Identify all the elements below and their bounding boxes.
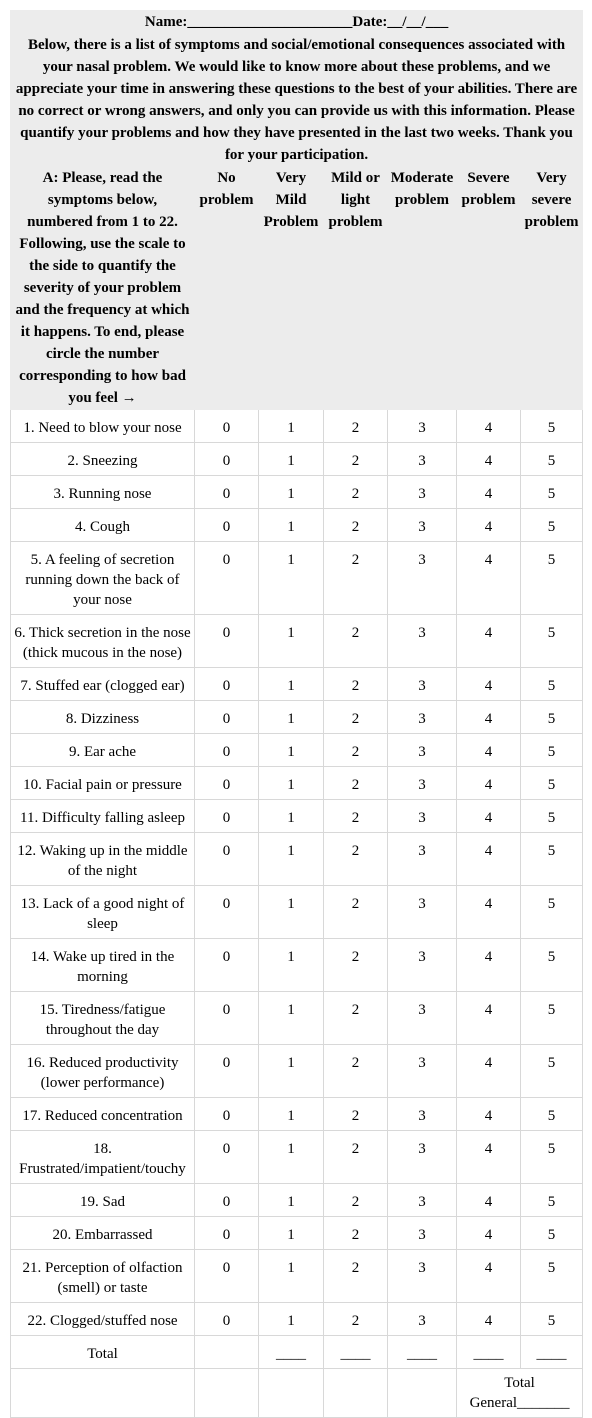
scale-header: Very severe problem xyxy=(521,167,583,410)
score-option[interactable]: 5 xyxy=(521,939,583,992)
empty-cell xyxy=(195,1336,259,1369)
empty-cell xyxy=(11,1369,195,1418)
scale-header: Very Mild Problem xyxy=(259,167,324,410)
score-option[interactable]: 5 xyxy=(521,1217,583,1250)
score-option[interactable]: 0 xyxy=(195,1098,259,1131)
score-option[interactable]: 2 xyxy=(324,886,388,939)
score-option[interactable]: 4 xyxy=(457,1045,521,1098)
score-option[interactable]: 5 xyxy=(521,886,583,939)
total-label: Total xyxy=(11,1336,195,1369)
score-option[interactable]: 3 xyxy=(388,1045,457,1098)
score-option[interactable]: 2 xyxy=(324,1303,388,1336)
score-option[interactable]: 1 xyxy=(259,410,324,443)
table-row xyxy=(11,1184,583,1217)
score-option[interactable]: 5 xyxy=(521,509,583,542)
table-row xyxy=(11,734,583,767)
score-option[interactable]: 4 xyxy=(457,886,521,939)
score-option[interactable]: 3 xyxy=(388,992,457,1045)
total-general-cell xyxy=(457,1369,583,1418)
score-option[interactable]: 2 xyxy=(324,668,388,701)
score-option[interactable]: 3 xyxy=(388,1184,457,1217)
symptom-label: 11. Difficulty falling asleep xyxy=(11,800,195,833)
score-option[interactable]: 4 xyxy=(457,443,521,476)
table-row xyxy=(11,443,583,476)
score-option[interactable]: 1 xyxy=(259,1098,324,1131)
score-option[interactable]: 4 xyxy=(457,800,521,833)
score-option[interactable]: 1 xyxy=(259,767,324,800)
score-option[interactable]: 2 xyxy=(324,1045,388,1098)
score-option[interactable]: 1 xyxy=(259,476,324,509)
score-option[interactable]: 5 xyxy=(521,800,583,833)
score-option[interactable]: 1 xyxy=(259,1303,324,1336)
score-option[interactable]: 2 xyxy=(324,476,388,509)
score-option[interactable]: 2 xyxy=(324,542,388,615)
total-general-label: Total General xyxy=(469,1375,535,1411)
score-option[interactable]: 4 xyxy=(457,410,521,443)
table-row xyxy=(11,701,583,734)
symptom-label: 21. Perception of olfaction (smell) or taste xyxy=(11,1250,195,1303)
score-option[interactable]: 0 xyxy=(195,410,259,443)
scale-header: Moderate problem xyxy=(388,167,457,410)
table-row xyxy=(11,542,583,615)
score-option[interactable]: 5 xyxy=(521,734,583,767)
table-row xyxy=(11,1131,583,1184)
score-option[interactable]: 4 xyxy=(457,476,521,509)
table-row xyxy=(11,1098,583,1131)
table-row xyxy=(11,509,583,542)
score-option[interactable]: 5 xyxy=(521,1250,583,1303)
symptom-label: 1. Need to blow your nose xyxy=(11,410,195,443)
score-option[interactable]: 2 xyxy=(324,1217,388,1250)
score-option[interactable]: 4 xyxy=(457,668,521,701)
score-option[interactable]: 2 xyxy=(324,615,388,668)
symptom-label: 3. Running nose xyxy=(11,476,195,509)
score-option[interactable]: 1 xyxy=(259,1184,324,1217)
score-option[interactable]: 1 xyxy=(259,1250,324,1303)
symptom-label: 19. Sad xyxy=(11,1184,195,1217)
empty-cell xyxy=(195,1369,259,1418)
scale-header: No problem xyxy=(195,167,259,410)
score-option[interactable]: 5 xyxy=(521,542,583,615)
score-option[interactable]: 3 xyxy=(388,410,457,443)
score-option[interactable]: 3 xyxy=(388,476,457,509)
score-option[interactable]: 0 xyxy=(195,939,259,992)
score-option[interactable]: 4 xyxy=(457,1131,521,1184)
score-option[interactable]: 2 xyxy=(324,1250,388,1303)
score-option[interactable]: 2 xyxy=(324,833,388,886)
score-option[interactable]: 4 xyxy=(457,542,521,615)
questionnaire-table xyxy=(10,10,583,1418)
symptom-label: 13. Lack of a good night of sleep xyxy=(11,886,195,939)
table-row xyxy=(11,1217,583,1250)
symptom-label: 5. A feeling of secretion running down the back of your nose xyxy=(11,542,195,615)
symptom-label: 12. Waking up in the middle of the night xyxy=(11,833,195,886)
score-option[interactable]: 2 xyxy=(324,1184,388,1217)
score-option[interactable]: 5 xyxy=(521,1131,583,1184)
score-option[interactable]: 2 xyxy=(324,701,388,734)
symptom-label: 8. Dizziness xyxy=(11,701,195,734)
symptom-label: 9. Ear ache xyxy=(11,734,195,767)
score-option[interactable]: 0 xyxy=(195,615,259,668)
score-option[interactable]: 5 xyxy=(521,833,583,886)
empty-cell xyxy=(259,1369,324,1418)
score-option[interactable]: 1 xyxy=(259,615,324,668)
total-field[interactable]: ____ xyxy=(388,1336,457,1369)
score-option[interactable]: 4 xyxy=(457,734,521,767)
table-row xyxy=(11,939,583,992)
score-option[interactable]: 3 xyxy=(388,615,457,668)
total-field[interactable]: ____ xyxy=(324,1336,388,1369)
score-option[interactable]: 2 xyxy=(324,992,388,1045)
scale-header: Severe problem xyxy=(457,167,521,410)
score-option[interactable]: 0 xyxy=(195,833,259,886)
score-option[interactable]: 1 xyxy=(259,939,324,992)
total-row xyxy=(11,1336,583,1369)
form-title-row xyxy=(11,11,583,34)
score-option[interactable]: 1 xyxy=(259,668,324,701)
scale-header: Mild or light problem xyxy=(324,167,388,410)
score-option[interactable]: 4 xyxy=(457,1184,521,1217)
score-option[interactable]: 1 xyxy=(259,542,324,615)
score-option[interactable]: 0 xyxy=(195,1250,259,1303)
table-row xyxy=(11,992,583,1045)
score-option[interactable]: 5 xyxy=(521,992,583,1045)
score-option[interactable]: 5 xyxy=(521,443,583,476)
score-option[interactable]: 4 xyxy=(457,939,521,992)
score-option[interactable]: 1 xyxy=(259,443,324,476)
score-option[interactable]: 1 xyxy=(259,800,324,833)
table-row xyxy=(11,767,583,800)
score-option[interactable]: 2 xyxy=(324,1131,388,1184)
total-general-row xyxy=(11,1369,583,1418)
score-option[interactable]: 0 xyxy=(195,992,259,1045)
score-option[interactable]: 3 xyxy=(388,542,457,615)
table-row xyxy=(11,615,583,668)
score-option[interactable]: 0 xyxy=(195,1303,259,1336)
symptom-label: 6. Thick secretion in the nose (thick mucous in the nose) xyxy=(11,615,195,668)
score-option[interactable]: 2 xyxy=(324,767,388,800)
score-option[interactable]: 4 xyxy=(457,833,521,886)
score-option[interactable]: 2 xyxy=(324,939,388,992)
score-option[interactable]: 3 xyxy=(388,833,457,886)
score-option[interactable]: 2 xyxy=(324,1098,388,1131)
symptom-label: 2. Sneezing xyxy=(11,443,195,476)
score-option[interactable]: 3 xyxy=(388,509,457,542)
table-row xyxy=(11,1250,583,1303)
score-option[interactable]: 0 xyxy=(195,701,259,734)
score-option[interactable]: 1 xyxy=(259,734,324,767)
score-option[interactable]: 2 xyxy=(324,509,388,542)
score-option[interactable]: 5 xyxy=(521,767,583,800)
score-option[interactable]: 0 xyxy=(195,542,259,615)
table-row xyxy=(11,1303,583,1336)
intro-text: Below, there is a list of symptoms and social/emotional consequences associated with your nasal problem. We would like to know more about these problems, and we appreciate your time in answering these questions to the best of your abilities. There are no correct or wrong answers, and only you can provide us with this information. Please quantify your problems and how they have presented in the last two weeks. Thank you for your participation. xyxy=(11,34,583,167)
score-option[interactable]: 4 xyxy=(457,1303,521,1336)
total-field[interactable]: ____ xyxy=(457,1336,521,1369)
date-field[interactable]: __/__/___ xyxy=(387,14,449,30)
symptom-label: 10. Facial pain or pressure xyxy=(11,767,195,800)
empty-cell xyxy=(388,1369,457,1418)
table-row xyxy=(11,410,583,443)
score-option[interactable]: 3 xyxy=(388,1098,457,1131)
score-option[interactable]: 4 xyxy=(457,615,521,668)
table-row xyxy=(11,886,583,939)
score-option[interactable]: 3 xyxy=(388,734,457,767)
score-option[interactable]: 5 xyxy=(521,1098,583,1131)
total-field[interactable]: ____ xyxy=(259,1336,324,1369)
symptom-label: 16. Reduced productivity (lower performance) xyxy=(11,1045,195,1098)
score-option[interactable]: 3 xyxy=(388,939,457,992)
score-option[interactable]: 0 xyxy=(195,734,259,767)
score-option[interactable]: 0 xyxy=(195,476,259,509)
score-option[interactable]: 5 xyxy=(521,668,583,701)
score-option[interactable]: 0 xyxy=(195,767,259,800)
score-option[interactable]: 0 xyxy=(195,1045,259,1098)
score-option[interactable]: 4 xyxy=(457,1250,521,1303)
symptom-label: 4. Cough xyxy=(11,509,195,542)
score-option[interactable]: 1 xyxy=(259,1217,324,1250)
score-option[interactable]: 3 xyxy=(388,668,457,701)
score-option[interactable]: 1 xyxy=(259,992,324,1045)
score-option[interactable]: 3 xyxy=(388,443,457,476)
symptom-label: 17. Reduced concentration xyxy=(11,1098,195,1131)
score-option[interactable]: 0 xyxy=(195,800,259,833)
symptom-label: 14. Wake up tired in the morning xyxy=(11,939,195,992)
score-option[interactable]: 5 xyxy=(521,1045,583,1098)
score-option[interactable]: 0 xyxy=(195,509,259,542)
score-option[interactable]: 5 xyxy=(521,1184,583,1217)
score-option[interactable]: 0 xyxy=(195,886,259,939)
total-general-field[interactable]: _______ xyxy=(517,1395,570,1411)
score-option[interactable]: 0 xyxy=(195,1131,259,1184)
score-option[interactable]: 3 xyxy=(388,1303,457,1336)
score-option[interactable]: 1 xyxy=(259,509,324,542)
score-option[interactable]: 0 xyxy=(195,668,259,701)
table-row xyxy=(11,476,583,509)
score-option[interactable]: 4 xyxy=(457,767,521,800)
score-option[interactable]: 4 xyxy=(457,992,521,1045)
name-label: Name: xyxy=(144,14,188,30)
score-option[interactable]: 1 xyxy=(259,833,324,886)
name-field[interactable]: ______________________ xyxy=(187,14,353,30)
score-option[interactable]: 0 xyxy=(195,1217,259,1250)
score-option[interactable]: 2 xyxy=(324,410,388,443)
score-option[interactable]: 1 xyxy=(259,1131,324,1184)
score-option[interactable]: 3 xyxy=(388,886,457,939)
table-row xyxy=(11,1045,583,1098)
score-option[interactable]: 5 xyxy=(521,701,583,734)
score-option[interactable]: 0 xyxy=(195,1184,259,1217)
score-option[interactable]: 1 xyxy=(259,1045,324,1098)
instruction-header: A: Please, read the symptoms below, numbered from 1 to 22. Following, use the scale to the side to quantify the severity of your problem and the frequency at which it happens. To end, please circle the number corresponding to how bad you feel → xyxy=(11,167,195,410)
score-option[interactable]: 4 xyxy=(457,1098,521,1131)
score-option[interactable]: 5 xyxy=(521,1303,583,1336)
score-option[interactable]: 3 xyxy=(388,800,457,833)
score-option[interactable]: 5 xyxy=(521,410,583,443)
score-option[interactable]: 0 xyxy=(195,443,259,476)
table-row xyxy=(11,833,583,886)
symptom-label: 22. Clogged/stuffed nose xyxy=(11,1303,195,1336)
score-option[interactable]: 2 xyxy=(324,800,388,833)
score-option[interactable]: 5 xyxy=(521,615,583,668)
score-option[interactable]: 4 xyxy=(457,701,521,734)
score-option[interactable]: 2 xyxy=(324,734,388,767)
score-option[interactable]: 3 xyxy=(388,1131,457,1184)
total-field[interactable]: ____ xyxy=(521,1336,583,1369)
score-option[interactable]: 3 xyxy=(388,1217,457,1250)
score-option[interactable]: 4 xyxy=(457,509,521,542)
table-row xyxy=(11,668,583,701)
symptom-label: 15. Tiredness/fatigue throughout the day xyxy=(11,992,195,1045)
score-option[interactable]: 4 xyxy=(457,1217,521,1250)
table-row xyxy=(11,800,583,833)
symptom-label: 18. Frustrated/impatient/touchy xyxy=(11,1131,195,1184)
date-label: Date: xyxy=(352,14,388,30)
empty-cell xyxy=(324,1369,388,1418)
score-option[interactable]: 1 xyxy=(259,886,324,939)
score-option[interactable]: 5 xyxy=(521,476,583,509)
score-option[interactable]: 3 xyxy=(388,1250,457,1303)
symptom-label: 7. Stuffed ear (clogged ear) xyxy=(11,668,195,701)
symptom-label: 20. Embarrassed xyxy=(11,1217,195,1250)
score-option[interactable]: 1 xyxy=(259,701,324,734)
score-option[interactable]: 2 xyxy=(324,443,388,476)
score-option[interactable]: 3 xyxy=(388,701,457,734)
score-option[interactable]: 3 xyxy=(388,767,457,800)
